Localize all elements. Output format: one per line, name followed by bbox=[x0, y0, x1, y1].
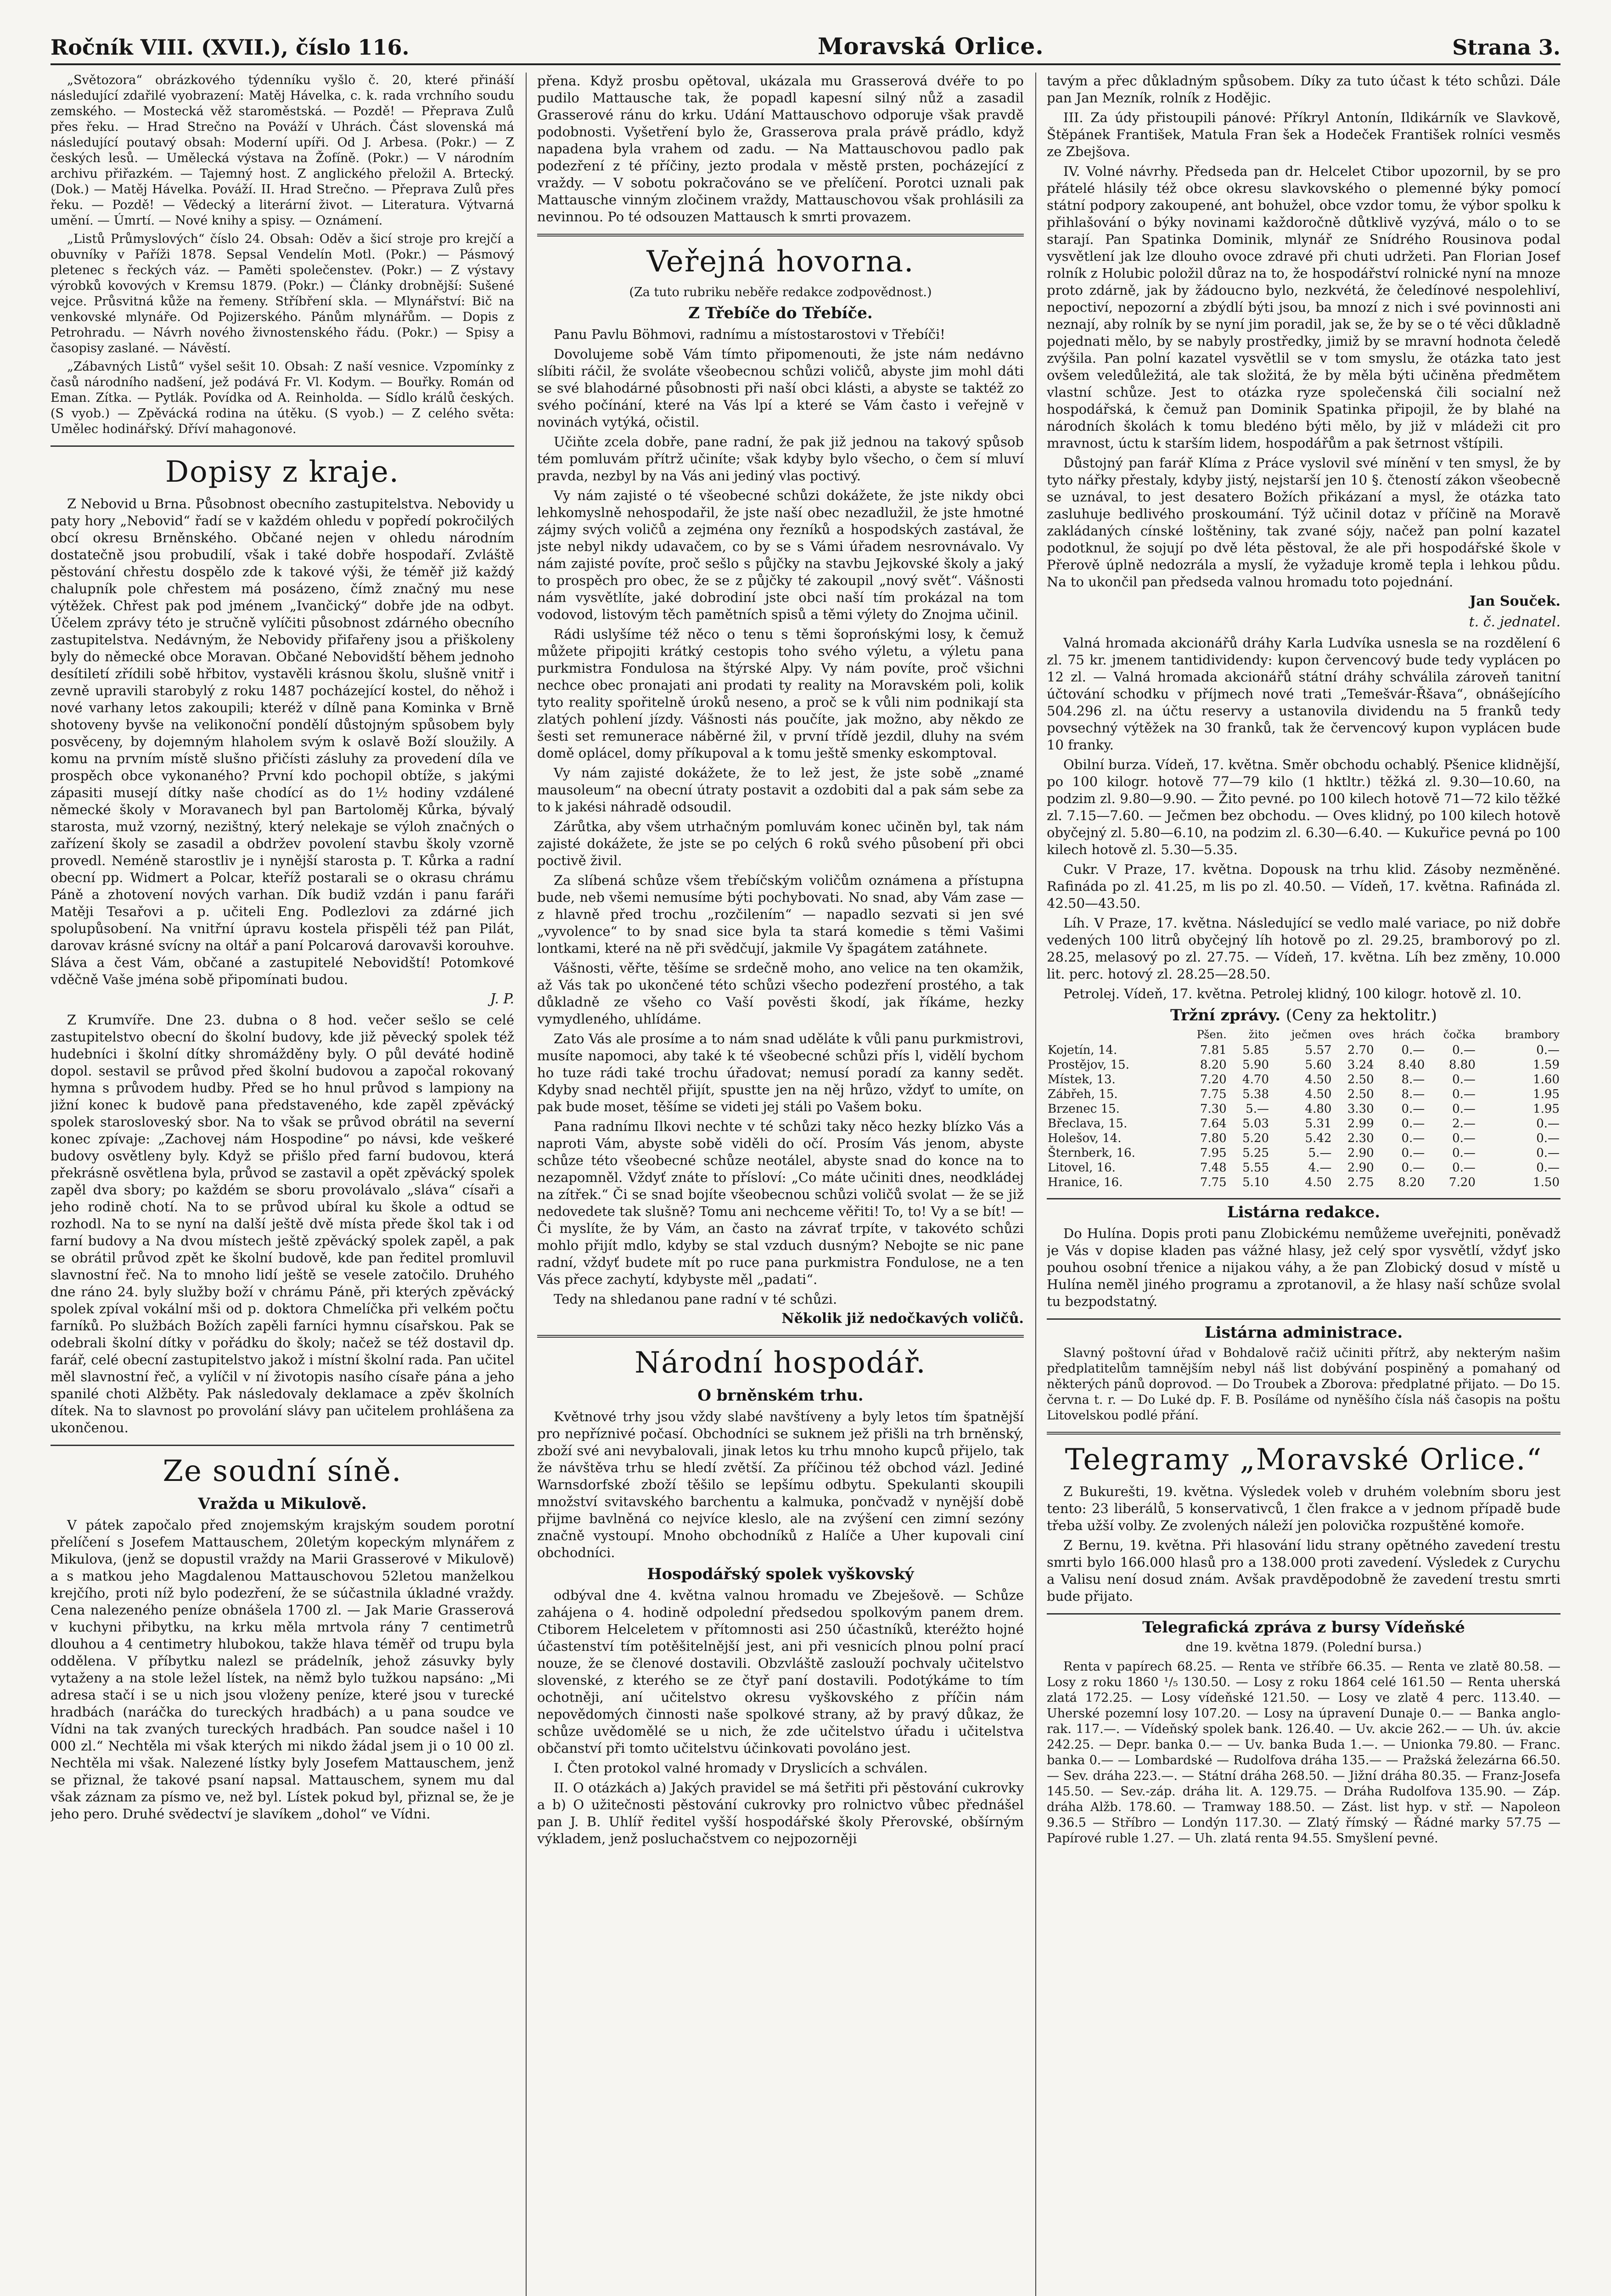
market-town: Místek, 13. bbox=[1048, 1073, 1116, 1086]
article-title: O brněnském trhu. bbox=[697, 1386, 864, 1405]
market-price: 0.— bbox=[1452, 1073, 1476, 1086]
table-header-row bbox=[1047, 1028, 1560, 1043]
market-price: 8.20 bbox=[1200, 1058, 1227, 1072]
separator bbox=[51, 1445, 514, 1446]
column-header: Pšen. bbox=[1196, 1028, 1227, 1041]
market-town: Hranice, 16. bbox=[1048, 1176, 1123, 1189]
article-title: Listárna redakce. bbox=[1227, 1203, 1381, 1221]
paragraph: V pátek započalo před znojemským krajským soudem porotní přelíčení s Josefem Mattauschem, 20letým kopeckým mlynářem z Mikulova, (jenž se dopustil vraždy na Marii Grasserové v Mikulově) a s matkou jeho Magdalenou Mattauschovou 52letou manželkou krejčího, proti níž bylo podezření, že se súčastnila úkladné vraždy. Cena nalezeného peníze obnášela 1700 zl. — Jak Marie Grasserová v kuchyni přibytku, na krku měla mrtvola rány 7 centimetrů dlouhou a 4 centimetry hlubokou, takže hlava téměř od trupu byla oddělena. V příbytku nalezl se prádelník, jehož zásuvky byly vytaženy a na stole ležel lístek, na němž bylo tužkou napsáno: „Mi adresa stačí i se u nich jsou vloženy peníze, které jsou v turecké hradbách (naráčka do tureckých hradbách) a u pana soudce ve Vídni na tak zvaných tureckých hradbách. Pan soudce našel i 10 000 zl.“ Nechtěla mi však kterých mi nikdo žádal jsem ji o 10 00 zl. Nechtěla mi však. Nalezené lístky byly Josefem Mattauschem, jenž se přiznal, že takové psaní napsal. Mattauschem, synem mu dal však záznam za písmo ve, než byl. Lístek pokud byl, přiznal se, že je jeho pero. Druhé svědectví je slavíkem „dohol“ ve Vídni. bbox=[51, 1517, 514, 1822]
market-town: Brzenec 15. bbox=[1048, 1102, 1120, 1116]
signature-role: t. č. jednatel. bbox=[1469, 614, 1560, 630]
market-price: 2.70 bbox=[1347, 1043, 1374, 1057]
columns bbox=[51, 73, 1560, 2296]
column-2 bbox=[537, 73, 1024, 2296]
paragraph: II. O otázkách a) Jakých pravidel se má šetřiti při pěstování cukrovky a b) O užitečnosti pěstování cukrovky pro rolnictvo vůbec přednášel pan J. B. Uhlíř ředitel vyšší hospodářské školy Přerovské, obšírným výkladem, jenž posluchačstvem co nejpozorněji bbox=[537, 1780, 1024, 1846]
separator bbox=[1047, 1613, 1560, 1615]
paragraph: Rádi uslyšíme též něco o tenu s těmi šoprońskými losy, k čemuž můžete připojiti krátký cestopis toho svého výletu, a výletu pana purkmistra Fondulosa na štýrské Alpy. Vy nám povíte, proč všichni nechce obec pronajati ani prodati ty reality na Moravském poli, kolik tyto reality spořitelně úroků neseno, a proč se k vůli nim podnikají sta zlatých pohlení jízdy. Vášnosti nás poučíte, jak možno, aby někdo ze šesti set remunerace náběrné žil, v první třídě jezdil, dluhy na svém domě oplácel, domy příkupoval a k tomu ještě smenky eskomptoval. bbox=[537, 626, 1024, 761]
market-subtitle: (Ceny za hektolitr.) bbox=[1285, 1006, 1437, 1024]
market-price: 2.75 bbox=[1347, 1176, 1374, 1189]
market-price: 1.59 bbox=[1533, 1058, 1560, 1072]
market-price: 7.30 bbox=[1200, 1102, 1227, 1116]
column-header: brambory bbox=[1505, 1028, 1560, 1041]
market-price: 5.42 bbox=[1305, 1131, 1332, 1145]
market-price: 2.— bbox=[1452, 1117, 1476, 1131]
paragraph: IV. Volné návrhy. Předseda pan dr. Helcelet Ctibor upozornil, by se pro přátelé hlásily též obce okresu slavkovského o plemenné býky pomocí státní podpory zakoupené, ant bohužel, obce vzdor tomu, že výbor spolku k přihlašování o býky novinami každoročně důtklivě vyzývá, málo o to se starají. Pan Spatinka Dominik, mlynář ze Snídrého Rousinova podal vysvětlení jak lze dlouho ovoce zdravé při chuti udržeti. Pan Florian Josef rolník z Holubic položil důraz na to, že hospodářství rolnické nyní na mnoze proto zdárně, jak by žádoucno bylo, nezkvétá, že čeledínové nespolehliví, nepoctiví, nepozorní a zbýdlí býti jsou, ba mnozí z nich i své povinnosti ani neznají, aby rolník by se nyní jim poradil, jak se, že by se o té věci důkladně pojednati mělo, by se nabyly prostředky, jimiž by se mravní hodnota čeledě zvýšila. Pan polní kazatel vysvětlil se v tom smyslu, že otázka tato jest ovšem veledůležitá, ale tak složitá, že by měla býti učiněna předmětem vlastní schůze. Jest to otázka ryze společenská čili socialní než hospodářská, k čemuž pan Dominik Spatinka připojil, že by blahé na národních školách k tomu bledéno býti mělo, by již v mládeži cit pro mravnost, úctu k starším lidem, hospodářům a pak šetrnost vštípili. bbox=[1047, 163, 1560, 451]
paragraph: Do Hulína. Dopis proti panu Zlobickému nemůžeme uveřejniti, poněvadž je Vás v dopise kladen pas vážné hlasy, jež celý spor vysvětlí, vždyť jsko pouhou osobní třenice a nijakou váhy, a že pan Zlobický dosud v místě u Hulína neměl jiného programu a zprotanovil, a že hlasy naší schůze svolal tu bezpodstatný. bbox=[1047, 1226, 1560, 1309]
market-price: 7.81 bbox=[1200, 1043, 1227, 1057]
paragraph: Renta v papírech 68.25. — Renta ve stříbře 66.35. — Renta ve zlatě 80.58. — Losy z roku 1860 ¹/₅ 130.50. — Losy z roku 1864 celé 161.50 — Renta uherská zlatá 172.25. — Losy vídeňské 121.50. — Losy ve zlatě 4 perc. 113.40. — Uherské pozemní losy 107.20. — Losy na úpravení Dunaje 0.— — Banka anglo-rak. 117.—. — Vídeňský spolek bank. 126.40. — Uv. akcie 262.— — Uh. úv. akcie 242.25. — Depr. banka 0.— — Uv. banka Buda 1.—. — Unionka 79.80. — Franc. banka 0.— — Lombardské — Rudolfova dráha 135.— — Pražská železárna 66.50. — Sev. dráha 223.—. — Státní dráha 268.50. — Jižní dráha 80.35. — Franz-Josefa 145.50. — Sev.-záp. dráha lit. A. 129.75. — Dráha Rudolfova 135.90. — Záp. dráha Alžb. 178.60. — Tramway 188.50. — Zást. list hyp. v stř. — Napoleon 9.36.5 — Stříbro — Londýn 117.30. — Zlatý římský — Řádné marky 57.75 — Papírové ruble 1.27. — Uh. zlatá renta 94.55. Smyšlení pevné. bbox=[1047, 1660, 1560, 1846]
market-price: 3.30 bbox=[1347, 1102, 1374, 1116]
market-price: 2.90 bbox=[1347, 1146, 1374, 1160]
market-price: 0.— bbox=[1401, 1161, 1425, 1175]
market-price: 7.20 bbox=[1200, 1073, 1227, 1086]
market-price: 3.24 bbox=[1347, 1058, 1374, 1072]
table-row bbox=[1047, 1175, 1560, 1190]
signature: J. P. bbox=[490, 991, 514, 1007]
market-price: 4.50 bbox=[1305, 1087, 1332, 1101]
table-row bbox=[1047, 1058, 1560, 1072]
issue-number: Ročník VIII. (XVII.), číslo 116. bbox=[51, 35, 410, 60]
paragraph: Zato Vás ale prosíme a to nám snad uděláte k vůli panu purkmistrovi, musíte napomoci, aby také k té všeobecné schůzi přís l, vidělí bychom ho tuze rádi také trochu úřadovat; nemusí poradí za kanny sedět. Kdyby snad nechtěl přijít, spustte jen na něj hrůzo, vždyť to umíte, on pak bude moset, těšíme se videti jej stáli po Vašem boku. bbox=[537, 1031, 1024, 1114]
market-price: 0.— bbox=[1401, 1117, 1425, 1131]
market-town: Kojetín, 14. bbox=[1048, 1043, 1117, 1057]
section-note: (Za tuto rubriku neběře redakce zodpovědnost.) bbox=[629, 285, 932, 299]
header-rule bbox=[51, 63, 1560, 65]
market-price: 8.— bbox=[1401, 1087, 1425, 1101]
market-price: 0.— bbox=[1452, 1087, 1476, 1101]
market-price: 0.— bbox=[1452, 1161, 1476, 1175]
column-header: oves bbox=[1349, 1028, 1374, 1041]
market-price: 1.95 bbox=[1533, 1102, 1560, 1116]
section-heading-vereina: Veřejná hovorna. bbox=[646, 245, 915, 279]
paragraph: Obilní burza. Vídeň, 17. května. Směr obchodu ochablý. Pšenice klidnější, po 100 kilogr. hotově 77—79 kilo (1 hktltr.) těžká zl. 9.30—10.60, na podzim zl. 9.80—9.90. — Žito pevné. po 100 kilech hotově 71—72 kilo těžké zl. 7.15—7.60. — Ječmen bez obchodu. — Oves klidný, po 100 kilech hotově obyčejný zl. 5.80—6.10, na podzim zl. 6.30—6.40. — Kukuřice pevná po 100 kilech hotově zl. 5.30—5.35. bbox=[1047, 757, 1560, 857]
paragraph: Zárůtka, aby všem utrhačným pomluvám konec učiněn byl, tak nám zajisté dokážete, že jste se po celých 6 roků svého působení při obci poctivě živil. bbox=[537, 819, 1024, 868]
paragraph: Za slíbená schůze všem třebíčským voličům oznámena a přístupna bude, neb všemi nemusíme býti pochybovati. No snad, aby Vám zase — z hlavně před trochu „rozčilením“ — napadlo sezvati si jen své „vyvolence“ to by snad sice byla ta stará komedie s těmi Vašimi lontkami, které na ně při svědčují, jakmile Vy špagátem zatáhnete. bbox=[537, 872, 1024, 956]
paragraph: přena. Když prosbu opětoval, ukázala mu Grasserová dvéře to po pudilo Mattausche tak, že popadl kapesní silný nůž a zasadil Grasserové ránu do krku. Udání Mattauschovo odporuje však pravdě podobnosti. Vyšetření bylo že, Grasserova prala právě prádlo, když napadena byla vrahem od zadu. — Na Mattauschovou padlo pak podezření z té příčiny, jezto prodala v městě prsten, pocházející z vraždy. — V sobotu pokračováno se ve přelíčení. Porotci uznali pak Mattausche vinným zločinem vraždy, Mattauschovou však prohlásili za nevinnou. Po té odsouzen Mattausch k smrti provazem. bbox=[537, 73, 1024, 225]
market-price: 5.20 bbox=[1242, 1131, 1269, 1145]
market-price: 5.10 bbox=[1242, 1176, 1269, 1189]
paragraph: Panu Pavlu Böhmovi, radnímu a místostarostovi v Třebíči! bbox=[554, 326, 945, 342]
article-title: Vražda u Mikulově. bbox=[198, 1495, 367, 1513]
article-title bbox=[1047, 1006, 1560, 1024]
market-table bbox=[1047, 1028, 1560, 1190]
paragraph: Slavný poštovní úřad v Bohdalově račiž učiniti přítrž, aby nekterým našim předplatitelům tamnějším nebyl náš list dobývání pospiněný a pomahaný od některých pánů doprovod. — Do Troubek a Zborova: předplatné přijato. — Do 15. června t. r. — Do Luké dp. F. B. Posíláme od nyněšího čísla náš časopis na poštu Litovelskou podlé přání. bbox=[1047, 1346, 1560, 1423]
market-price: 4.80 bbox=[1305, 1102, 1332, 1116]
market-price: 7.64 bbox=[1200, 1117, 1227, 1131]
market-town: Zábřeh, 15. bbox=[1048, 1087, 1118, 1101]
market-price: 1.95 bbox=[1533, 1087, 1560, 1101]
page-number: Strana 3. bbox=[1452, 35, 1560, 60]
market-price: 0.— bbox=[1536, 1043, 1560, 1057]
market-price: 5.85 bbox=[1242, 1043, 1269, 1057]
separator bbox=[1047, 1432, 1560, 1435]
signature: Několik již nedočkavých voličů. bbox=[781, 1311, 1024, 1327]
article-title: Listárna administrace. bbox=[1204, 1323, 1403, 1342]
market-price: 7.75 bbox=[1200, 1087, 1227, 1101]
market-price: 7.75 bbox=[1200, 1176, 1227, 1189]
separator bbox=[1047, 1318, 1560, 1320]
separator bbox=[1047, 1198, 1560, 1199]
masthead-title: Moravská Orlice. bbox=[818, 33, 1044, 60]
market-price: 0.— bbox=[1452, 1102, 1476, 1116]
table-row bbox=[1047, 1116, 1560, 1131]
market-price: 7.80 bbox=[1200, 1131, 1227, 1145]
market-price: 8.— bbox=[1401, 1073, 1425, 1086]
paragraph: Cukr. V Praze, 17. května. Dopousk na trhu klid. Zásoby nezměněné. Rafináda po zl. 41.25, m lis po zl. 40.50. — Vídeň, 17. května. Rafináda zl. 42.50—43.50. bbox=[1047, 861, 1560, 911]
market-price: 7.48 bbox=[1200, 1161, 1227, 1175]
paragraph: Vášnosti, věřte, těšíme se srdečně moho, ano velice na ten okamžik, až Vás tak po ukončené této schůzi všecho podezření prostého, a tak důkladně ze všeho co Vaší pověsti škodí, jak říkáme, hezky vymydleného, uhlídáme. bbox=[537, 960, 1024, 1027]
column-header: čočka bbox=[1443, 1028, 1476, 1041]
column-rule bbox=[1035, 73, 1036, 2296]
paragraph: „Zábavných Listů“ vyšel sešit 10. Obsah: Z naší vesnice. Vzpomínky z časů národního nadšení, jež podává Fr. Vl. Kodym. — Bouřky. Román od Eman. Zítka. — Pytlák. Povídka od A. Reinholda. — Sídlo králů českých. (S vyob.) — Zpěvácká rodina na útěku. (S vyob.) — Z celého světa: Umělec hodinářský. Dříví mahagonové. bbox=[51, 360, 514, 436]
table-row bbox=[1047, 1160, 1560, 1175]
market-price: 8.20 bbox=[1398, 1176, 1425, 1189]
article-title: Z Třebíče do Třebíče. bbox=[688, 304, 873, 322]
column-1 bbox=[51, 73, 514, 2296]
column-header: hrách bbox=[1392, 1028, 1425, 1041]
paragraph: „Světozora“ obrázkového týdenníku vyšlo č. 20, které přináší následující zdařilé vyobrazení: Matěj Hávelka, c. k. rada vrchního soudu zemského. — Mostecká věž staroměstská. — Pozdě! — Přeprava Zulů přes řeku. — Hrad Strečno na Pováží v Uhrách. Část slovenská má následující poutavý obsah: Moderní upíři. Od J. Arbesa. (Pokr.) — Z českých lesů. — Umělecká výstava na Žofíně. (Pokr.) — V národním archivu přiřazkém. — Tajemný host. Z anglického přeložil A. Brtecký. (Dok.) — Matěj Hávelka. Pováží. II. Hrad Strečno. — Přeprava Zulů přes řeku. — Pozdě! — Vědecký a literární život. — Literatura. Výtvarná umění. — Úmrtí. — Nové knihy a spisy. — Oznámení. bbox=[51, 73, 514, 228]
market-price: 5.55 bbox=[1242, 1161, 1269, 1175]
paragraph: Pana radnímu Ilkovi nechte v té schůzi taky něco hezky blízko Vás a naproti Vám, abyste sobě viděli do očí. Prosím Vás jenom, abyste schůze této všeobecné schůze neotálel, abyste snad do konce na to nezapomněl. Vždyť znáte to přísloví: „Co máte učiniti dnes, neodkládej na zítřek.“ Či se snad bojíte všeobecnou schůzi voličů svolat — že se již nedovedete tak slušně? Tomu ani nechceme věřiti! To, to! Vy a se bít! — Či myslíte, že by Vám, an často na závrať trpíte, v takovéto schůzi mohlo přijít mdlo, kdyby se stal vzduch dusným? Nebojte se nic pane radní, vždyť budete mít po ruce pana purkmistra Fondulose, ne a ten Vás přece zachytí, kdybyste měl „padati“. bbox=[537, 1119, 1024, 1287]
market-price: 0.— bbox=[1452, 1043, 1476, 1057]
column-header: ječmen bbox=[1291, 1028, 1332, 1041]
table-row bbox=[1047, 1131, 1560, 1146]
market-price: 4.— bbox=[1308, 1161, 1332, 1175]
market-price: 0.— bbox=[1401, 1146, 1425, 1160]
column-header: žito bbox=[1248, 1028, 1269, 1041]
paragraph: Líh. V Praze, 17. května. Následující se vedlo malé variace, po niž dobře vedených 100 litrů obyčejný líh hotově po zl. 29.25, bramborový po zl. 28.25, melasový po zl. 27.75. — Vídeň, 17. května. Líh bez změny, 10.000 lit. perc. hotový zl. 28.25—28.50. bbox=[1047, 915, 1560, 982]
market-price: 0.— bbox=[1536, 1161, 1560, 1175]
article-title: Hospodářský spolek vyškovský bbox=[647, 1565, 914, 1583]
running-head bbox=[51, 22, 1560, 60]
article-title: Telegrafická zpráva z bursy Vídeňské bbox=[1142, 1618, 1465, 1637]
paragraph: Tedy na shledanou pane radní v té schůzi. bbox=[554, 1291, 837, 1307]
market-price: 0.— bbox=[1452, 1146, 1476, 1160]
market-price: 5.38 bbox=[1242, 1087, 1269, 1101]
paragraph: Učiňte zcela dobře, pane radní, že pak již jednou na takový spůsob tém pomluvám přítrž učiníte; však kdyby bylo všecho, o čem sí mluví pravda, nezbyl by na Vás ani jediný vlas poctivý. bbox=[537, 434, 1024, 484]
column-rule bbox=[526, 73, 527, 2296]
market-price: 2.50 bbox=[1347, 1087, 1374, 1101]
market-price: 0.— bbox=[1536, 1146, 1560, 1160]
paragraph: I. Čten protokol valné hromady v Dryslicích a schválen. bbox=[554, 1760, 928, 1776]
paragraph: tavým a přec důkladným spůsobem. Díky za tuto účast k této schůzi. Dále pan Jan Mezník, rolník z Hodějic. bbox=[1047, 73, 1560, 106]
market-price: 2.50 bbox=[1347, 1073, 1374, 1086]
paragraph: III. Za údy přistoupili pánové: Příkryl Antonín, Ildikárník ve Slavkově, Štěpánek František, Matula Fran šek a Hodeček František rolníci vesměs ze Zbejšova. bbox=[1047, 110, 1560, 159]
section-heading-soud: Ze soudní síně. bbox=[163, 1454, 402, 1488]
paragraph: Z Bukurešti, 19. května. Výsledek voleb v druhém volebním sboru jest tento: 23 liberálů, 5 konservativců, 1 člen frakce a v jednom případě bude třeba užší volby. Ze zvolených náleží jen polovička rozpuštěné komoře. bbox=[1047, 1484, 1560, 1533]
paragraph: Květnové trhy jsou vždy slabé navštíveny a byly letos tím špatnější pro nepříznivé počasí. Obchodníci se suknem jež přišli na trh brněnský, zboží své ani nevybalovali, jinak letos ku trhu mnoho kupců přijelo, tak že návštěva trhu se hledí zvětší. Za příčinou též obchod vázl. Jediné Warnsdorfské zboží těšilo se lepšímu odbytu. Spekulanti skoupili množství svitavského barchentu a kalmuka, pončvadž v nynější době přijme bavlněná co nejvíce kleslo, ale na zvýšení cen zimní sezóny značně vystoupí. Mnoho obchodníků z Halíče a Uher kupovali ciní obchodníci. bbox=[537, 1409, 1024, 1560]
market-price: 7.20 bbox=[1449, 1176, 1476, 1189]
section-heading-dopisy: Dopisy z kraje. bbox=[165, 455, 400, 489]
paragraph: odbýval dne 4. května valnou hromadu ve Zbeješově. — Schůze zahájena o 4. hodině odpolední předsedou spolkovým panem drem. Ctiborem Helceletem v přítomnosti asi 250 účastníků, kteréžto hojné účastenství tím potěšitelnější jest, ani při vesnicích plnou polní prací nouze, že se členové dostavili. Obzvláště zaslouží pochvaly učitelstvo slovenské, z kterého se ze čtyř paní dostavili. Podotýkáme to tím ochotněji, aní učitelstvo okresu vyškovského z příčin nám nepovědomých činnosti naše spolkové strany, až by pravý důkaz, že schůze uvědomělé se u nich, že zde učitelstvo úřadu i učitelstva občanství při tomto učitelstvu účinkovati povoláno jest. bbox=[537, 1587, 1024, 1756]
section-note: dne 19. května 1879. (Polední bursa.) bbox=[1185, 1640, 1422, 1654]
signature: Jan Souček. bbox=[1470, 593, 1560, 609]
market-price: 1.60 bbox=[1533, 1073, 1560, 1086]
market-price: 2.99 bbox=[1347, 1117, 1374, 1131]
market-price: 0.— bbox=[1401, 1043, 1425, 1057]
market-town: Holešov, 14. bbox=[1048, 1131, 1122, 1145]
paragraph: Z Bernu, 19. května. Při hlasování lidu strany opětného zavedení trestu smrti bylo 166.000 hlasů pro a 138.000 proti zavedení. Výsledek z Curychu a Valisu není dosud znám. Avšak pravděpodobně že zavedení trestu smrti bude přijato. bbox=[1047, 1537, 1560, 1604]
market-price: 8.80 bbox=[1449, 1058, 1476, 1072]
paragraph: Vy nám zajisté dokážete, že to lež jest, že jste sobě „znamé mausoleum“ na obecní útraty postavit a ozdobiti dal a pak sám sebe za to k jakési náhradě odsoudil. bbox=[537, 765, 1024, 815]
table-row bbox=[1047, 1072, 1560, 1087]
market-price: 4.50 bbox=[1305, 1073, 1332, 1086]
paragraph: Petrolej. Vídeň, 17. května. Petrolej klidný, 100 kilogr. hotově zl. 10. bbox=[1063, 986, 1522, 1002]
column-header bbox=[1047, 1028, 1180, 1043]
market-town: Břeclava, 15. bbox=[1048, 1117, 1128, 1131]
market-title: Tržní zprávy. bbox=[1170, 1006, 1281, 1024]
paragraph: Z Nebovid u Brna. Působnost obecního zastupitelstva. Nebovidy u paty hory „Nebovid“ řadí se v každém ohledu v popředí pokročilých obcí okresu Brněnského. Občané nejen v ohledu národním dostatečně jsou probudilí, však i také dobře hospodaří. Zvláště pěstování chřestu dospělo zde k takové výši, že téměř již každý chalupník pole chřestem má posázeno, čímž značný mu nese výtěžek. Chřest pak pod jménem „Ivančický“ dobře jde na odbyt. Účelem zprávy této je stručně vylíčiti působnost zdárného obecního zastupitelstva. Nedávným, že Nebovidy přifařeny jsou a přiškoleny byly do německé obce Moravan. Občané Nebovidští během jednoho desítiletí zřídili sobě hřbitov, vystavěli krásnou školu, slušně vnitř i zevně upravili starobylý z roku 1487 pocházející kostel, do něhož i nové varhany letos zakoupili; kteréž v dílně pana Kominka v Brně shotoveny byvše na velikonoční pondělí důstojným spůsobem byly posvěceny, by dojemným hlaholem svým k oslavě Boží sloužily. A komu na prvním místě slušno přičísti zásluhy za provedení díla ve prospěch obce vykonaného? První kdo pochopil obtíže, s jakými zápasiti musejí dítky naše chodící as do 1½ hodiny vzdálené německé školy v Moravanech byl pan Bartoloměj Kůrka, bývalý starosta, muž vzorný, nezištný, který nelekaje se výloh značných o zařízení školy se zasadil a obdržev povolení stavbu školy vzorně provedl. Neméně starostliv je i nynější starosta p. T. Kůrka a radní obecní pp. Widmert a Polcar, kteříž postarali se o okrasu chrámu Páně a zhotovení nových varhan. Dík budiž vzdán i panu faráři Matěji Tesařovi a p. učiteli Eng. Podlezlovi za zdárné jich spolupůsobení. Na vnitřní úpravu kostela přispěli též pan Pilát, darovav krásné svícny na oltář a paní Polcarová darovavši korouhve. Sláva a čest Vám, občané a zastupitelé Nebovidští! Potomkové vděčně Vaše jména sobě připomínati budou. bbox=[51, 496, 514, 987]
market-price: 5.— bbox=[1308, 1146, 1332, 1160]
market-price: 8.40 bbox=[1398, 1058, 1425, 1072]
paragraph: Důstojný pan farář Klíma z Práce vyslovil své mínění v ten smysl, že by tyto nářky přestaly, kdyby jistý, nejstarší jen 10 §. čteností zákon všeobecně se uznával, to jest desatero Božích přikázaní a mysl, že otázka tato zasluhuje bedlivého proskoumání. Týž učinil dotaz v příčině na Moravě zakládaných cínské loštěniny, tak zvané sójy, načež pan polní kazatel podotknul, že sojují po dvě léta pěstoval, že ale při hospodářské škole v Přerově úplně nedozrála a myslí, že vyžaduje kromě tepla i lehkou půdu. Na to ukončil pan předseda valnou hromadu toto pojednání. bbox=[1047, 455, 1560, 590]
table-row bbox=[1047, 1043, 1560, 1058]
market-price: 0.— bbox=[1401, 1131, 1425, 1145]
market-price: 5.57 bbox=[1305, 1043, 1332, 1057]
table-row bbox=[1047, 1102, 1560, 1116]
market-price: 5.90 bbox=[1242, 1058, 1269, 1072]
market-price: 4.70 bbox=[1242, 1073, 1269, 1086]
table-row bbox=[1047, 1146, 1560, 1160]
market-price: 2.30 bbox=[1347, 1131, 1374, 1145]
market-price: 2.90 bbox=[1347, 1161, 1374, 1175]
paragraph: Valná hromada akcionářů dráhy Karla Ludvíka usnesla se na rozdělení 6 zl. 75 kr. jmenem tantidividendy: kupon červencový bude tedy vyplácen po 12 zl. — Valná hromada akcionářů státní dráhy schválila zároveň tanitní účtování schodku v příjmech nové trati „Temešvár-Řšava“, obnášejícího 504.296 zl. na účtu reservy a ustanovila dividendu na 5 franků tedy povsechný výtěžek na 30 franků, tak že červencový kupon vyplácen bude 10 franky. bbox=[1047, 635, 1560, 753]
market-price: 0.— bbox=[1536, 1117, 1560, 1131]
section-heading-narodni: Národní hospodář. bbox=[634, 1346, 926, 1380]
market-price: 0.— bbox=[1452, 1131, 1476, 1145]
market-price: 5.60 bbox=[1305, 1058, 1332, 1072]
market-price: 5.03 bbox=[1242, 1117, 1269, 1131]
market-price: 0.— bbox=[1401, 1102, 1425, 1116]
market-price: 4.50 bbox=[1305, 1176, 1332, 1189]
market-price: 7.95 bbox=[1200, 1146, 1227, 1160]
paragraph: „Listů Průmyslových“ číslo 24. Obsah: Oděv a šicí stroje pro krejčí a obuvníky v Paříži 1878. Sepsal Vendelín Motl. (Pokr.) — Pásmový pletenec s řeckých váz. — Paměti společenstev. (Pokr.) — Z výstavy výrobků kovových v Kremsu 1879. (Pokr.) — Články drobnější: Sušené vejce. Průsvitná kůže na řemeny. Stříbření skla. — Mlynářství: Bič na venkovské mlynáře. Od Pojizerského. Pánům mlynářům. — Dopis z Petrohradu. — Návrh nového živnostenského řádu. (Pokr.) — Spisy a časopisy zaslané. — Návěstí. bbox=[51, 232, 514, 355]
separator bbox=[51, 445, 514, 447]
market-town: Šternberk, 16. bbox=[1048, 1146, 1135, 1160]
market-price: 0.— bbox=[1536, 1131, 1560, 1145]
separator bbox=[537, 1335, 1024, 1338]
separator bbox=[537, 234, 1024, 236]
market-town: Litovel, 16. bbox=[1048, 1161, 1116, 1175]
market-price: 5.25 bbox=[1242, 1146, 1269, 1160]
paragraph: Z Krumvíře. Dne 23. dubna o 8 hod. večer sešlo se celé zastupitelstvo obecní do školní budovy, kde již pěvecký spolek též hudebníci i školní dítky shromážděny byly. O půl deváté hodině dopol. sestavil se průvod před školní budovou a započal rokovaný hymna s průvodem hudby. Před se ho hnul průvod s lampiony na jižní konec k budově pana představeného, kde zapěl zpěvácký spolek starosloveský sbor. Na to však se průvod obrátil na severní konec zpívaje: „Zachovej nám Hospodine“ po návsi, kde veškeré budovy osvětleny byly. Když se přišlo před farní budovou, která překrásně osvětlena byla, průvod se zastavil a opět zpěvácký spolek zapěl dva sbory; po každém se sboru provolávalo „sláva“ císaři a jeho rodině chotí. Na to se průvod ubíral ku škole a odtud se rozhodl. Na to se nyní na další ještě dvě místa přede škol tak i od farní budovy a Na dvou místech ještě zpěvácký spolek zapěl, a pak se obrátil průvod zpět ke školní budově, kde pan ředitel promluvil slavnostní řeč. Na to mnoho lidí ještě se vesele zatočilo. Druhého dne ráno 24. byly služby boží v chrámu Páně, při kterých zpěvácký spolek zpíval vokální mši od p. doktora Chmelíčka při velkém počtu farníků. Po službách Božích zapěli farníci hymnu císařskou. Pak se odebrali školní dítky v pořádku do školy; načež se též dostavil dp. farář, celé obecní zastupitelstvo jakož i místní školní rada. Pan učitel měl slavnostní řeč, a vylíčil v ní životopis nasího císaře pána a jeho spanilé choti Alžběty. Pak následovaly deklamace a zpěv školních dítek. Na to slavnost po provolání slávy pan učitelem prohlášena za ukončenou. bbox=[51, 1012, 514, 1435]
column-3 bbox=[1047, 73, 1560, 2296]
section-heading-telegramy: Telegramy „Moravské Orlice.“ bbox=[1065, 1443, 1543, 1477]
paragraph: Dovolujeme sobě Vám tímto připomenouti, že jste nám nedávno slíbiti ráčil, že svoláte všeobecnou schůzi voličů, abyste jim mohl dáti se své blahodárné působnosti při naší obci klásti, a abyste se taktéž zo svého počínání, které na Vás lpí a které se Vám často i veřejně v novinách vytýká, očistil. bbox=[537, 346, 1024, 430]
market-price: 5.— bbox=[1246, 1102, 1269, 1116]
table-row bbox=[1047, 1087, 1560, 1102]
paragraph: Vy nám zajisté o té všeobecné schůzi dokážete, že jste nikdy obci lehkomyslně nehospodařil, že jste naší obec nezadlužil, že jste hmotné zájmy svých voličů a zejména ony řezníků a hospodských zastával, že jste nebyl nikdy udavačem, co by se s Vámi úřadem nesrovnávalo. Vy nám zajisté povíte, proč sešlo s půjčky na stavbu Jejkovské školy a jaký to prospěch pro obec, že se z půjčky té zakoupil „nový svět“. Vášnosti nám vysvětlíte, jaké dobrodiní jste obci naší tím prokázal na tom vodovod, listovým těch pamětních spisů a těmi výlety do Znojma učinil. bbox=[537, 488, 1024, 622]
market-town: Prostějov, 15. bbox=[1048, 1058, 1129, 1072]
market-price: 5.31 bbox=[1305, 1117, 1332, 1131]
market-price: 1.50 bbox=[1533, 1176, 1560, 1189]
market-table-body bbox=[1047, 1043, 1560, 1190]
